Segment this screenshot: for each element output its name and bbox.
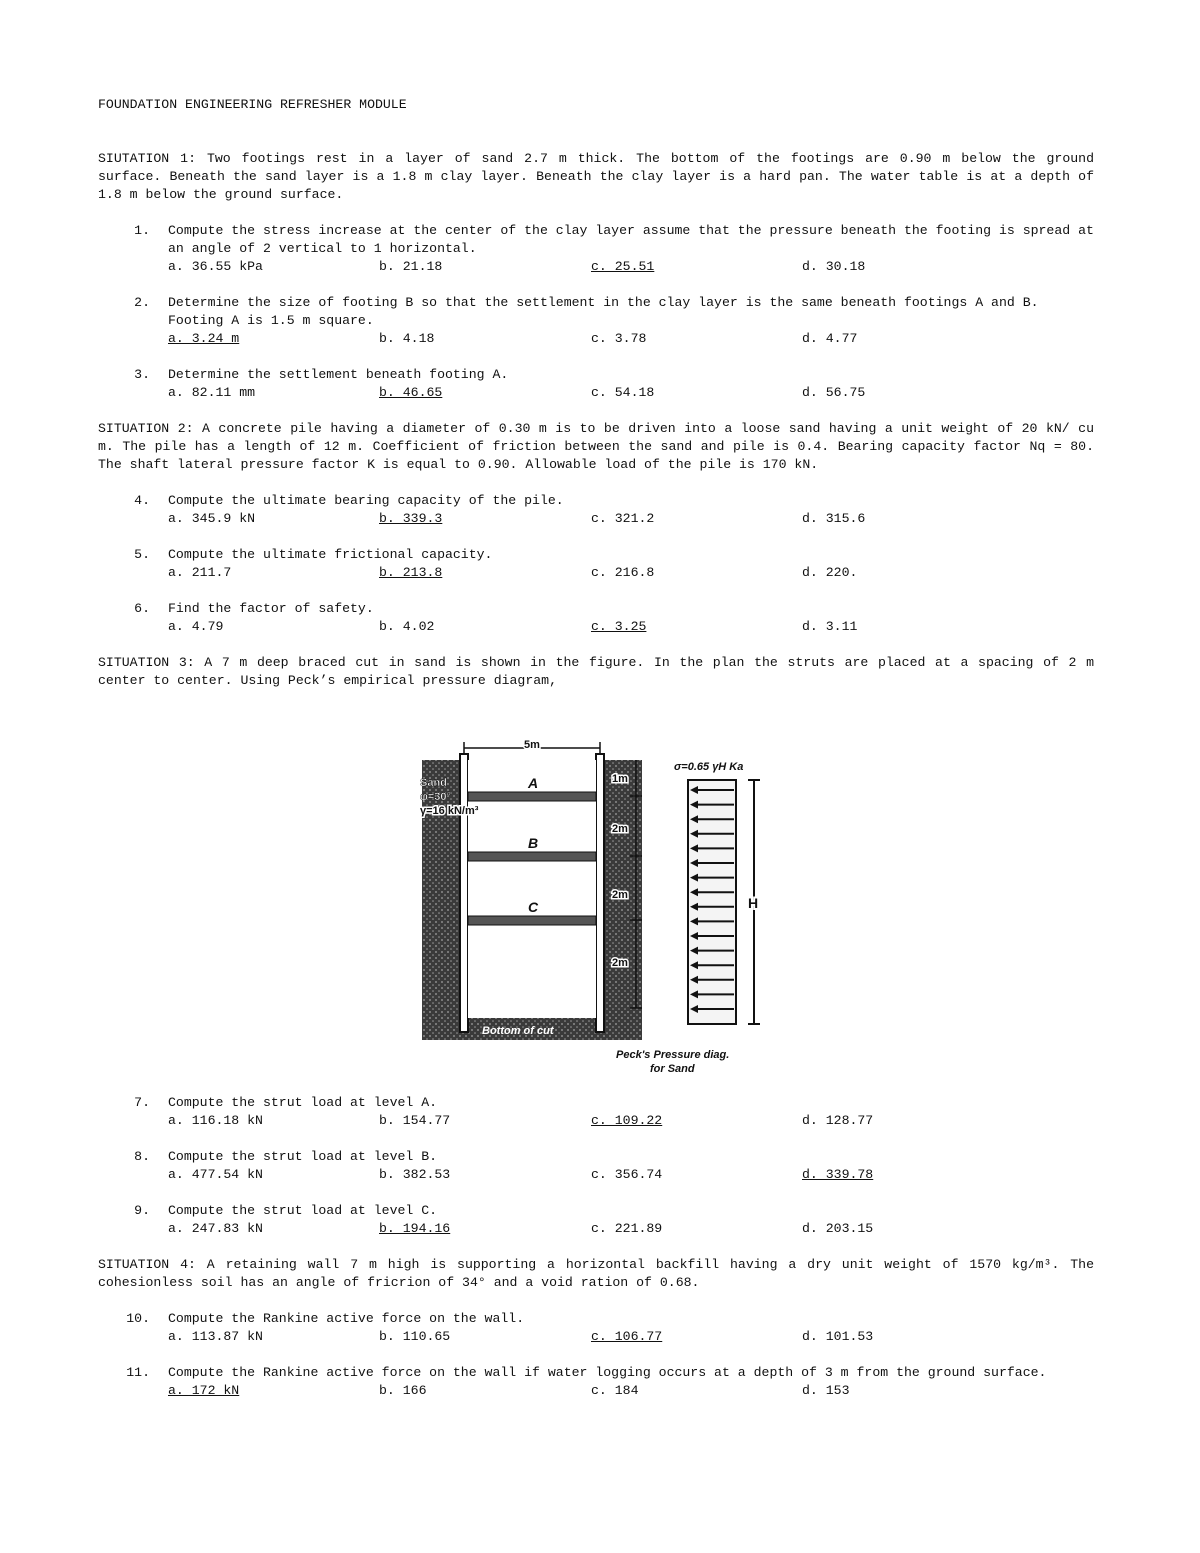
choice-c-answer: c. 109.22 xyxy=(591,1113,663,1128)
choices xyxy=(168,1166,1094,1184)
depth-label-2m: 2m xyxy=(612,889,628,901)
choice-a: a. 247.83 kN xyxy=(168,1221,263,1236)
depth-label-1m: 1m xyxy=(612,773,628,785)
question-9 xyxy=(98,1202,1094,1238)
choice-c: c. 221.89 xyxy=(591,1221,663,1236)
choice-d: d. 220. xyxy=(802,565,858,580)
choice-c: c. 3.78 xyxy=(591,331,647,346)
choices xyxy=(168,1112,1094,1130)
question-7 xyxy=(98,1094,1094,1130)
choice-c: c. 321.2 xyxy=(591,511,655,526)
strut-label-a: A xyxy=(528,775,539,791)
choice-d: d. 30.18 xyxy=(802,259,866,274)
choice-b: b. 110.65 xyxy=(379,1329,451,1344)
strut-c xyxy=(468,916,596,925)
choice-c: c. 184 xyxy=(591,1383,639,1398)
choice-b-answer: b. 339.3 xyxy=(379,511,443,526)
choice-b: b. 154.77 xyxy=(379,1113,451,1128)
choice-c-answer: c. 25.51 xyxy=(591,259,655,274)
question-text: Determine the settlement beneath footing A. xyxy=(168,367,509,382)
choice-b-answer: b. 213.8 xyxy=(379,565,443,580)
pressure-diagram xyxy=(688,780,736,1024)
question-text: Compute the Rankine active force on the wall. xyxy=(168,1311,525,1326)
braced-cut-figure xyxy=(98,690,1094,1094)
question-10 xyxy=(98,1310,1094,1346)
question-number: 3. xyxy=(134,367,150,382)
situation-1-text: SIUTATION 1: Two footings rest in a layer of sand 2.7 m thick. The bottom of the footings are 0.90 m below the ground surface. Beneath the sand layer is a 1.8 m clay layer. Beneath the clay layer is a hard pan. The water table is at a depth of 1.8 m below the ground surface. xyxy=(98,151,1094,202)
module-title: FOUNDATION ENGINEERING REFRESHER MODULE xyxy=(98,97,407,112)
situation-2-text: SITUATION 2: A concrete pile having a diameter of 0.30 m is to be driven into a loose sand having a unit weight of 20 kN/ cu m. The pile has a length of 12 m. Coefficient of friction between the sand and pile is 0.4. Bearing capacity factor Nq = 80. The shaft lateral pressure factor K is equal to 0.90. Allowable load of the pile is 170 kN. xyxy=(98,421,1094,472)
choice-d-answer: d. 339.78 xyxy=(802,1167,874,1182)
figure-caption-line-2: for Sand xyxy=(650,1063,695,1075)
choices xyxy=(168,384,1094,402)
choice-b: b. 382.53 xyxy=(379,1167,451,1182)
choice-d: d. 153 xyxy=(802,1383,850,1398)
choices xyxy=(168,1220,1094,1238)
question-text: Compute the ultimate bearing capacity of the pile. xyxy=(168,493,564,508)
situation-4-text: SITUATION 4: A retaining wall 7 m high is supporting a horizontal backfill having a dry unit weight of 1570 kg/m³. The cohesionless soil has an angle of fricrion of 34° and a void ration of 0.68. xyxy=(98,1257,1094,1290)
situation-3-text: SITUATION 3: A 7 m deep braced cut in sand is shown in the figure. In the plan the struts are placed at a spacing of 2 m center to center. Using Peck’s empirical pressure diagram, xyxy=(98,655,1094,688)
choice-a: a. 477.54 kN xyxy=(168,1167,263,1182)
choice-a: a. 36.55 kPa xyxy=(168,259,263,274)
document-page xyxy=(98,96,1094,1400)
choice-a-answer: a. 172 kN xyxy=(168,1383,240,1398)
question-1 xyxy=(98,222,1094,276)
braced-cut-diagram xyxy=(416,740,776,1080)
choice-d: d. 4.77 xyxy=(802,331,858,346)
choice-d: d. 128.77 xyxy=(802,1113,874,1128)
choice-c: c. 216.8 xyxy=(591,565,655,580)
pressure-formula-label: σ=0.65 γH Ka xyxy=(674,761,744,773)
question-number: 4. xyxy=(134,493,150,508)
choice-a: a. 211.7 xyxy=(168,565,232,580)
choice-a: a. 116.18 kN xyxy=(168,1113,263,1128)
choice-a-answer: a. 3.24 m xyxy=(168,331,240,346)
choice-b-answer: b. 46.65 xyxy=(379,385,443,400)
question-number: 5. xyxy=(134,547,150,562)
figure-caption-line-1: Peck's Pressure diag. xyxy=(616,1049,730,1061)
question-text: Compute the strut load at level A. xyxy=(168,1095,438,1110)
choice-a: a. 345.9 kN xyxy=(168,511,256,526)
depth-label-2m: 2m xyxy=(612,823,628,835)
choice-b-answer: b. 194.16 xyxy=(379,1221,451,1236)
choice-c-answer: c. 106.77 xyxy=(591,1329,663,1344)
question-text: Find the factor of safety. xyxy=(168,601,374,616)
question-number: 9. xyxy=(134,1203,150,1218)
choice-b: b. 4.02 xyxy=(379,619,435,634)
choices xyxy=(168,618,1094,636)
choices xyxy=(168,330,1094,348)
question-8 xyxy=(98,1148,1094,1184)
width-label: 5m xyxy=(524,740,540,751)
choices xyxy=(168,564,1094,582)
choices xyxy=(168,510,1094,528)
soil-label-sand: Sand xyxy=(420,777,447,789)
soil-label-phi: φ=30° xyxy=(420,791,451,803)
bottom-of-cut-label: Bottom of cut xyxy=(482,1025,554,1037)
strut-b xyxy=(468,852,596,861)
question-text: Compute the Rankine active force on the wall if water logging occurs at a depth of 3 m from the ground surface. xyxy=(168,1365,1047,1380)
question-number: 7. xyxy=(134,1095,150,1110)
question-number: 6. xyxy=(134,601,150,616)
choice-b: b. 166 xyxy=(379,1383,427,1398)
question-3 xyxy=(98,366,1094,402)
choices xyxy=(168,1328,1094,1346)
choices xyxy=(168,258,1094,276)
question-number: 2. xyxy=(134,295,150,310)
choice-a: a. 82.11 mm xyxy=(168,385,256,400)
question-text: Compute the stress increase at the center of the clay layer assume that the pressure beneath the footing is spread at an angle of 2 vertical to 1 horizontal. xyxy=(168,223,1094,256)
question-6 xyxy=(98,600,1094,636)
question-text: Determine the size of footing B so that the settlement in the clay layer is the same beneath footings A and B. Footing A is 1.5 m square. xyxy=(168,295,1039,328)
right-sheet-pile xyxy=(596,754,604,1032)
choice-d: d. 101.53 xyxy=(802,1329,874,1344)
question-number: 1. xyxy=(134,223,150,238)
question-text: Compute the ultimate frictional capacity. xyxy=(168,547,493,562)
choice-d: d. 3.11 xyxy=(802,619,858,634)
choice-d: d. 203.15 xyxy=(802,1221,874,1236)
h-label: H xyxy=(748,895,759,911)
question-number: 11. xyxy=(126,1365,150,1380)
choice-b: b. 4.18 xyxy=(379,331,435,346)
depth-label-2m: 2m xyxy=(612,957,628,969)
strut-label-c: C xyxy=(528,899,539,915)
choices xyxy=(168,1382,1094,1400)
choice-a: a. 113.87 kN xyxy=(168,1329,263,1344)
question-text: Compute the strut load at level C. xyxy=(168,1203,438,1218)
choice-b: b. 21.18 xyxy=(379,259,443,274)
question-number: 8. xyxy=(134,1149,150,1164)
question-4 xyxy=(98,492,1094,528)
choice-d: d. 315.6 xyxy=(802,511,866,526)
question-2 xyxy=(98,294,1094,348)
choice-a: a. 4.79 xyxy=(168,619,224,634)
left-sheet-pile xyxy=(460,754,468,1032)
soil-label-gamma: γ=16 kN/m³ xyxy=(420,805,479,817)
question-11 xyxy=(98,1364,1094,1400)
choice-d: d. 56.75 xyxy=(802,385,866,400)
strut-label-b: B xyxy=(528,835,539,851)
strut-a xyxy=(468,792,596,801)
choice-c: c. 54.18 xyxy=(591,385,655,400)
question-5 xyxy=(98,546,1094,582)
question-number: 10. xyxy=(126,1311,150,1326)
choice-c: c. 356.74 xyxy=(591,1167,663,1182)
choice-c-answer: c. 3.25 xyxy=(591,619,647,634)
question-text: Compute the strut load at level B. xyxy=(168,1149,438,1164)
